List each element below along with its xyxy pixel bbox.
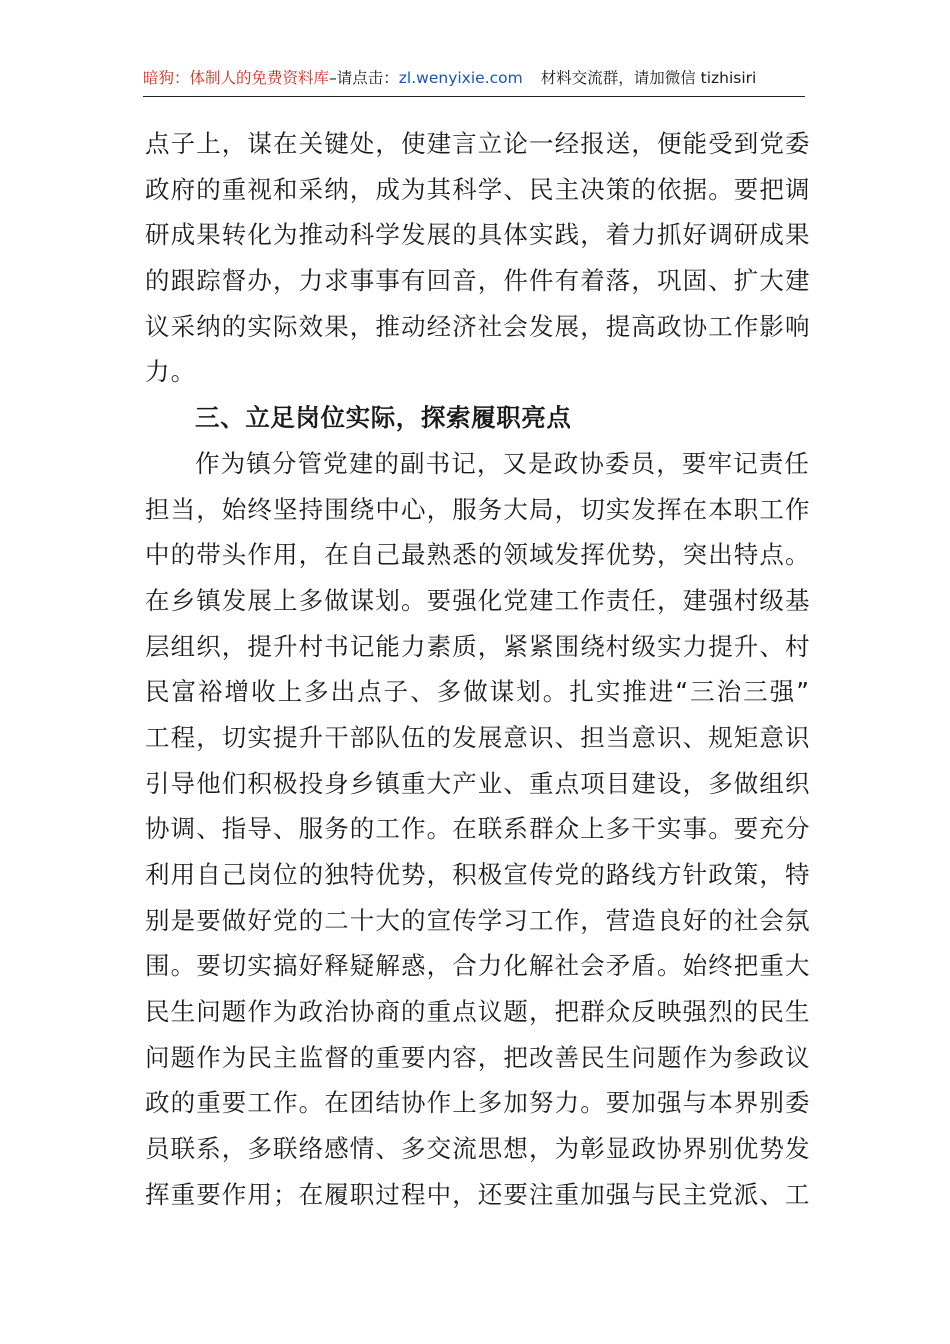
document-body	[145, 124, 810, 1221]
text-line: 围。要切实搞好释疑解惑，合力化解社会矛盾。始终把重大	[145, 951, 811, 981]
text-line: 挥重要作用；在履职过程中，还要注重加强与民主党派、工	[145, 1179, 811, 1209]
text-line: 议采纳的实际效果，推动经济社会发展，提高政协工作影响	[145, 311, 811, 341]
text-line: 员联系，多联络感情、多交流思想，为彰显政协界别优势发	[145, 1134, 811, 1164]
text-line: 利用自己岗位的独特优势，积极宣传党的路线方针政策，特	[145, 860, 811, 889]
text-line: 别是要做好党的二十大的宣传学习工作，营造良好的社会氛	[145, 905, 811, 935]
text-line: 民富裕增收上多出点子、多做谋划。扎实推进“三治三强”	[145, 677, 810, 707]
text-line: 点子上，谋在关键处，使建言立论一经报送，便能受到党委	[145, 129, 811, 158]
paragraph-first-line: 作为镇分管党建的副书记，又是政协委员，要牢记责任	[195, 448, 810, 478]
text-line: 工程，切实提升干部队伍的发展意识、担当意识、规矩意识	[145, 722, 811, 752]
text-line: 担当，始终坚持围绕中心，服务大局，切实发挥在本职工作	[145, 494, 811, 524]
text-line: 政府的重视和采纳，成为其科学、民主决策的依据。要把调	[145, 174, 811, 204]
text-line: 民生问题作为政治协商的重点议题，把群众反映强烈的民生	[145, 997, 811, 1027]
text-line: 层组织，提升村书记能力素质，紧紧围绕村级实力提升、村	[145, 631, 811, 661]
text-line: 政的重要工作。在团结协作上多加努力。要加强与本界别委	[145, 1088, 811, 1118]
text-line: 研成果转化为推动科学发展的具体实践，着力抓好调研成果	[145, 220, 811, 250]
text-line: 的跟踪督办，力求事事有回音，件件有着落，巩固、扩大建	[145, 266, 811, 296]
text-line: 问题作为民主监督的重要内容，把改善民生问题作为参政议	[145, 1042, 811, 1072]
text-line: 中的带头作用，在自己最熟悉的领域发挥优势，突出特点。	[145, 540, 811, 570]
page-header	[143, 66, 805, 97]
text-line: 协调、指导、服务的工作。在联系群众上多干实事。要充分	[145, 814, 811, 844]
text-line: 在乡镇发展上多做谋划。要强化党建工作责任，建强村级基	[145, 585, 811, 615]
text-line: 引导他们积极投身乡镇重大产业、重点项目建设，多做组织	[145, 768, 811, 798]
section-heading: 三、立足岗位实际，探索履职亮点	[195, 403, 572, 433]
header-brand: 暗狗：体制人的免费资料库	[143, 69, 330, 87]
text-line: 力。	[145, 357, 197, 387]
header-wechat-note: 材料交流群，请加微信 tizhisiri	[540, 69, 757, 87]
header-url-link[interactable]: zl.wenyixie.com	[398, 69, 523, 87]
header-click-prefix: –请点击：	[329, 69, 399, 87]
